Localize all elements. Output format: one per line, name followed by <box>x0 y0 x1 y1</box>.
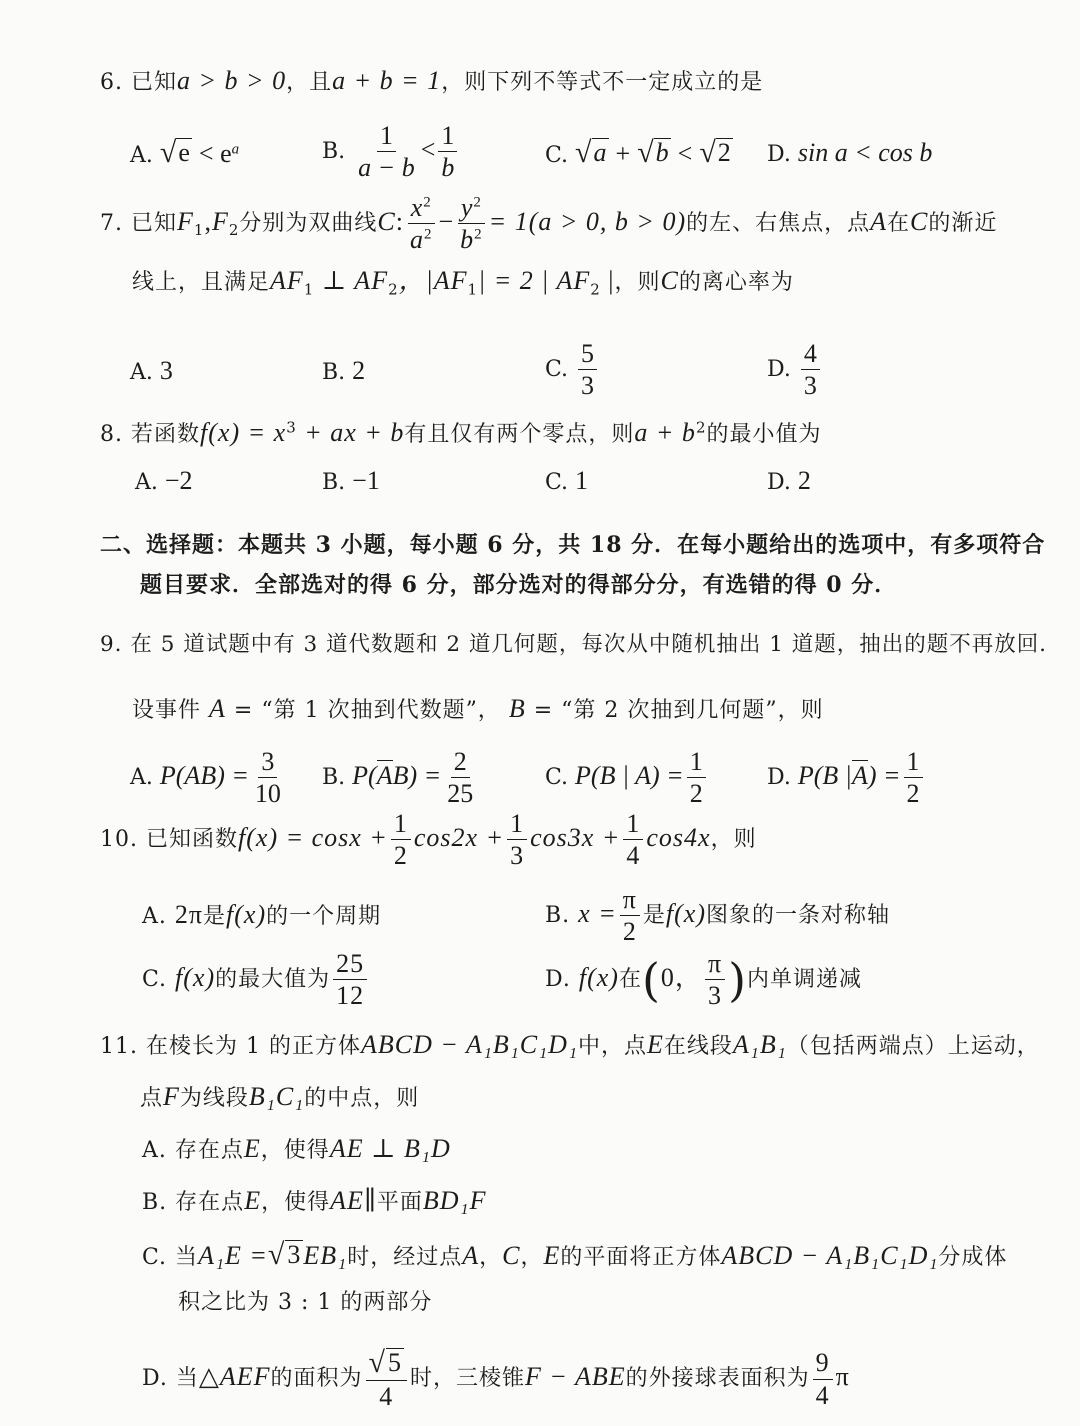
q9-option-d: D. P(B |A) = $\frac{1}{2}$ <box>767 748 926 808</box>
q8-stem: 8. 若函数$f(x) = x^3$ + ax + b有且仅有两个零点，则$a + b^2$的最小值为 <box>100 418 822 447</box>
q7-stem-line1: 7. 已知$F_1,F_2$分别为双曲线C: $\frac{x^2}{a^2}$ − $\frac{y^2}{b^2}$ = 1(a > 0, b > 0)的左、右焦点，点A在C的渐近 <box>100 193 998 255</box>
q8-option-a: A. −2 <box>135 466 193 495</box>
q8-number: 8. <box>100 422 123 447</box>
section-2-heading: 二、选择题：本题共 3 小题，每小题 6 分，共 18 分．在每小题给出的选项中，有多项符合 <box>100 532 1046 558</box>
q9-stem-line2: 设事件 A = “第 1 次抽到代数题”， B = “第 2 次抽到几何题”，则 <box>132 694 824 723</box>
q6-number: 6. <box>100 70 123 95</box>
q11-stem-line2: 点F为线段B₁C₁的中点，则 <box>140 1082 420 1111</box>
q11-option-c-line2: 积之比为 3 : 1 的两部分 <box>178 1290 433 1315</box>
q10-option-d: D. f(x)在(0， $\frac{\pi}{3}$ )内单调递减 <box>545 949 863 1011</box>
q11-option-c: C. 当A₁E = √ 3 EB₁时，经过点A，C，E的平面将正方体ABCD − A₁B₁C₁D₁分成体 <box>142 1238 1008 1271</box>
q6-option-d: D. sin a < cos b <box>767 138 933 167</box>
q10-stem: 10. 已知函数f(x) = cosx + $\frac{1}{2}$ cos2x + $\frac{1}{3}$ cos3x + $\frac{1}{4}$ cos4x，则 <box>100 809 757 871</box>
q6-option-b: B. $\frac{1}{a - b}$ < $\frac{1}{b}$ <box>322 122 460 182</box>
q7-stem-line2: 线上，且满足$AF_1$ ⊥ $AF_2$，$|AF_1| = 2$ | $AF_2$ |，则C的离心率为 <box>132 266 794 299</box>
section-2-heading-line2: 题目要求．全部选对的得 6 分，部分选对的得部分分，有选错的得 0 分． <box>140 572 898 598</box>
q10-number: 10. <box>100 826 138 852</box>
q8-option-c: C. 1 <box>545 466 589 495</box>
q11-stem-line1: 11. 在棱长为 1 的正方体ABCD − A₁B₁C₁D₁中，点E在线段A₁B₁（包括两端点）上运动， <box>100 1030 1040 1059</box>
q6-option-a: A. √ e < $e^a$ <box>130 136 240 169</box>
q8-option-d: D. 2 <box>767 466 811 495</box>
q10-option-b: B. x = $\frac{\pi}{2}$ 是f(x)图象的一条对称轴 <box>545 885 891 947</box>
q11-option-d: D. 当△AEF的面积为 √ 5 4 时，三棱锥F − ABE的外接球表面积为 $\frac{9}{4}$ π <box>142 1346 850 1411</box>
q9-number: 9. <box>100 632 123 657</box>
q10-option-a: A. 2π是f(x)的一个周期 <box>142 900 382 929</box>
q7-option-a: A. 3 <box>130 356 173 385</box>
q7-option-b: B. 2 <box>322 356 366 385</box>
q7-number: 7. <box>100 210 123 236</box>
q9-option-b: B. P(AB) = $\frac{2}{25}$ <box>322 747 474 809</box>
q9-stem-line1: 9. 在 5 道试题中有 3 道代数题和 2 道几何题，每次从中随机抽出 1 道题，抽出的题不再放回． <box>100 632 1062 657</box>
q6-stem: 6. 已知a > b > 0，且a + b = 1，则下列不等式不一定成立的是 <box>100 66 764 95</box>
q9-option-a: A. P(AB) = $\frac{3}{10}$ <box>130 747 281 809</box>
q10-option-c: C. f(x)的最大值为 $\frac{25}{12}$ <box>142 950 370 1010</box>
q8-option-b: B. −1 <box>322 466 380 495</box>
q11-option-b: B. 存在点E，使得AE∥平面BD₁F <box>142 1186 487 1215</box>
q9-option-c: C. P(B | A) = $\frac{1}{2}$ <box>545 748 709 808</box>
q7-option-d: D. $\frac{4}{3}$ <box>767 340 823 400</box>
q6-option-c: C. √ a + √ b < √ 2 <box>545 136 731 169</box>
q7-option-c: C. $\frac{5}{3}$ <box>545 340 600 400</box>
q11-option-a: A. 存在点E，使得AE ⊥ B₁D <box>142 1134 451 1163</box>
q11-number: 11. <box>100 1034 138 1059</box>
